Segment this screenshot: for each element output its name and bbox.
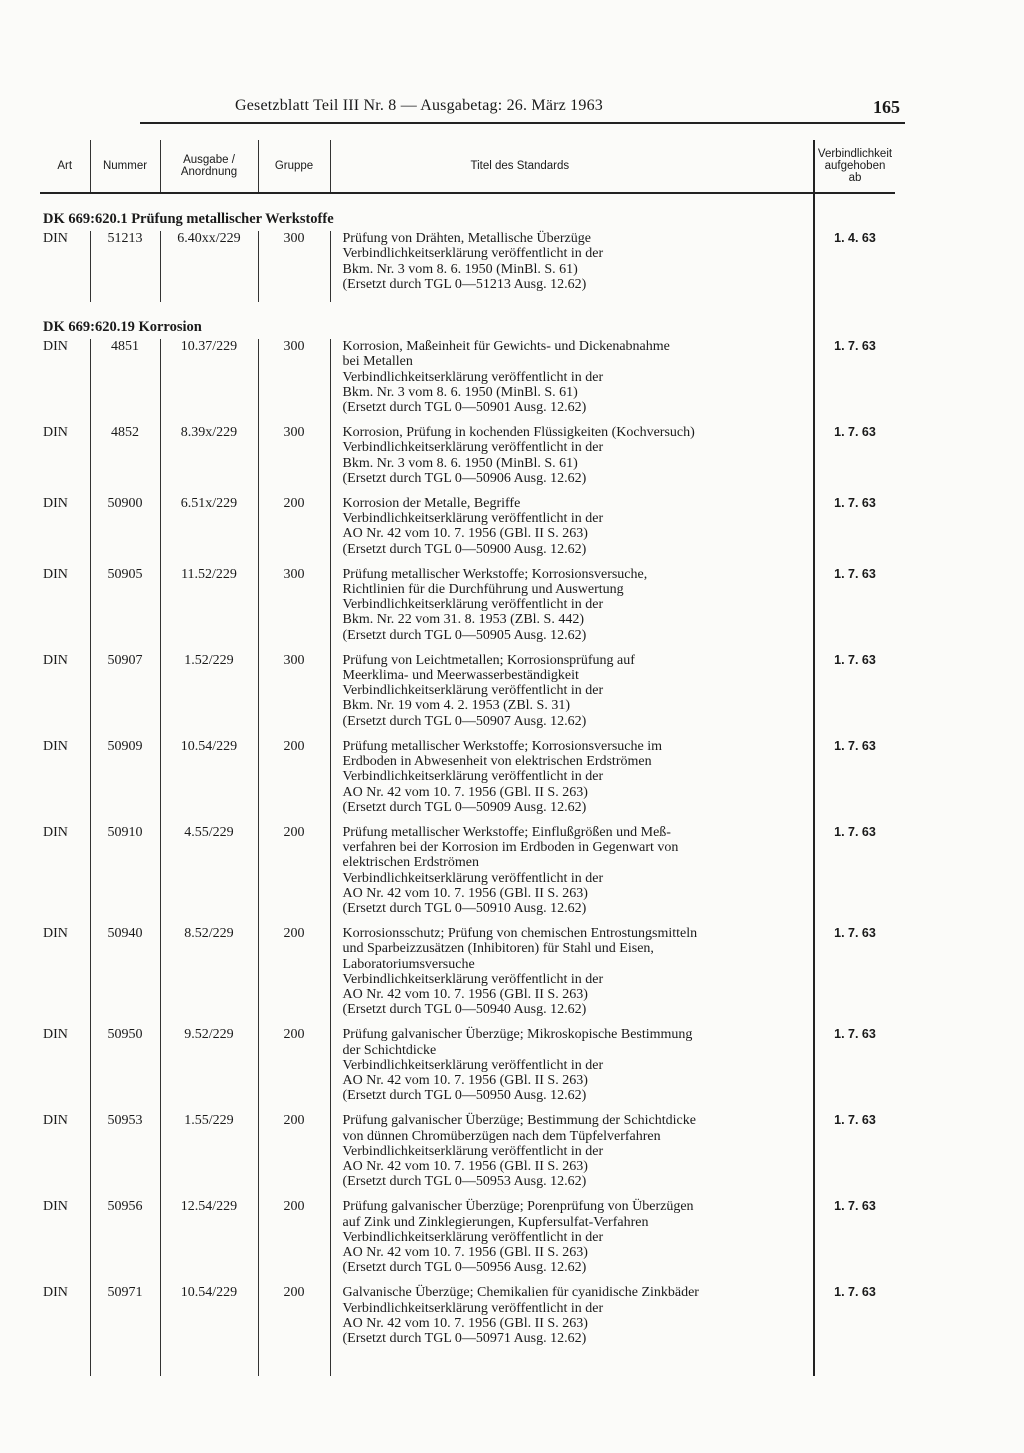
cell-gruppe: 200 — [258, 1113, 330, 1199]
cell-gruppe: 200 — [258, 825, 330, 926]
cell-verbindlichkeit: 1. 7. 63 — [814, 1199, 895, 1285]
table-row — [40, 1027, 895, 1113]
title-line: AO Nr. 42 vom 10. 7. 1956 (GBl. II S. 263) — [342, 784, 588, 800]
cell-gruppe: 200 — [258, 1285, 330, 1356]
cell-nummer: 50940 — [90, 926, 160, 1027]
title-line: der Schichtdicke — [342, 1042, 437, 1058]
table-row — [40, 1285, 895, 1356]
cell-titel — [330, 231, 814, 302]
cell-verbindlichkeit: 1. 4. 63 — [814, 231, 895, 302]
section-heading-row — [40, 316, 895, 339]
title-line: (Ersetzt durch TGL 0—50906 Ausg. 12.62) — [342, 470, 587, 486]
tail-cell — [814, 1356, 895, 1376]
title-line: Prüfung von Leichtmetallen; Korrosionsprüfung auf — [342, 652, 635, 668]
cell-art: DIN — [43, 496, 68, 512]
page-number: 165 — [873, 97, 900, 117]
table-row — [40, 231, 895, 302]
title-line: Prüfung galvanischer Überzüge; Bestimmung der Schichtdicke — [342, 1113, 696, 1129]
title-line: Richtlinien für die Durchführung und Auswertung — [342, 582, 624, 598]
cell-titel — [330, 1027, 814, 1113]
cell-nummer: 4852 — [90, 425, 160, 496]
cell-verbindlichkeit: 1. 7. 63 — [814, 496, 895, 567]
cell-nummer: 50907 — [90, 653, 160, 739]
spacer-verb-cell — [814, 302, 895, 316]
title-line: AO Nr. 42 vom 10. 7. 1956 (GBl. II S. 263) — [342, 1315, 588, 1331]
table-body — [40, 193, 895, 1376]
cell-gruppe: 300 — [258, 339, 330, 425]
section-verb-cell — [814, 316, 895, 339]
cell-verbindlichkeit: 1. 7. 63 — [814, 825, 895, 926]
cell-ausgabe: 8.39x/229 — [160, 425, 258, 496]
table-row — [40, 739, 895, 825]
spacer-verb-cell — [814, 193, 895, 208]
cell-nummer: 50953 — [90, 1113, 160, 1199]
spacer-row — [40, 302, 895, 316]
cell-ausgabe: 8.52/229 — [160, 926, 258, 1027]
title-line: Korrosionsschutz; Prüfung von chemischen Entrostungsmitteln — [342, 926, 698, 942]
cell-gruppe: 200 — [258, 739, 330, 825]
cell-art: DIN — [43, 652, 68, 668]
tail-cell — [90, 1356, 160, 1376]
title-line: AO Nr. 42 vom 10. 7. 1956 (GBl. II S. 263) — [342, 1244, 588, 1260]
cell-art: DIN — [43, 566, 68, 582]
col-art-header: Art — [40, 140, 90, 193]
cell-ausgabe: 1.52/229 — [160, 653, 258, 739]
title-line: Verbindlichkeitserklärung veröffentlicht in der — [342, 769, 604, 785]
cell-art: DIN — [43, 1113, 68, 1129]
cell-ausgabe: 6.51x/229 — [160, 496, 258, 567]
cell-gruppe: 300 — [258, 425, 330, 496]
cell-art: DIN — [43, 738, 68, 754]
cell-art: DIN — [43, 425, 68, 441]
col-verbindlichkeit-header: Verbindlichkeit aufgehoben ab — [814, 140, 895, 193]
cell-nummer: 50905 — [90, 567, 160, 653]
table-row — [40, 653, 895, 739]
title-line: bei Metallen — [342, 354, 413, 370]
title-line: (Ersetzt durch TGL 0—50940 Ausg. 12.62) — [342, 1002, 587, 1018]
cell-nummer: 50900 — [90, 496, 160, 567]
title-line: elektrischen Erdströmen — [342, 855, 479, 871]
title-line: Verbindlichkeitserklärung veröffentlicht in der — [342, 440, 604, 456]
col-titel-header: Titel des Standards — [330, 140, 814, 193]
title-line: Verbindlichkeitserklärung veröffentlicht in der — [342, 1229, 604, 1245]
cell-art: DIN — [43, 926, 68, 942]
cell-gruppe: 200 — [258, 1027, 330, 1113]
section-verb-cell — [814, 208, 895, 231]
page-title: Gesetzblatt Teil III Nr. 8 — Ausgabetag: 26. März 1963 — [235, 97, 603, 114]
title-line: (Ersetzt durch TGL 0—50956 Ausg. 12.62) — [342, 1260, 587, 1276]
cell-art: DIN — [43, 824, 68, 840]
title-line: AO Nr. 42 vom 10. 7. 1956 (GBl. II S. 263) — [342, 1072, 588, 1088]
table-row — [40, 1113, 895, 1199]
cell-nummer: 50910 — [90, 825, 160, 926]
cell-ausgabe: 1.55/229 — [160, 1113, 258, 1199]
col-nummer-header: Nummer — [90, 140, 160, 193]
tail-cell — [330, 1356, 814, 1376]
title-line: Bkm. Nr. 3 vom 8. 6. 1950 (MinBl. S. 61) — [342, 455, 578, 471]
cell-gruppe: 200 — [258, 496, 330, 567]
cell-ausgabe: 4.55/229 — [160, 825, 258, 926]
title-line: Meerklima- und Meerwasserbeständigkeit — [342, 668, 579, 684]
cell-gruppe: 200 — [258, 1199, 330, 1285]
table-row — [40, 926, 895, 1027]
cell-verbindlichkeit: 1. 7. 63 — [814, 926, 895, 1027]
cell-titel — [330, 1199, 814, 1285]
table-row — [40, 425, 895, 496]
title-line: Korrosion, Maßeinheit für Gewichts- und Dickenabnahme — [342, 339, 670, 355]
table-header-row — [40, 140, 895, 193]
title-line: Korrosion, Prüfung in kochenden Flüssigkeiten (Kochversuch) — [342, 425, 695, 441]
title-line: Verbindlichkeitserklärung veröffentlicht in der — [342, 971, 604, 987]
title-line: Prüfung galvanischer Überzüge; Porenprüfung von Überzügen — [342, 1199, 694, 1215]
cell-verbindlichkeit: 1. 7. 63 — [814, 425, 895, 496]
title-line: (Ersetzt durch TGL 0—50910 Ausg. 12.62) — [342, 900, 587, 916]
title-line: AO Nr. 42 vom 10. 7. 1956 (GBl. II S. 263) — [342, 1158, 588, 1174]
title-line: Prüfung metallischer Werkstoffe; Einflußgrößen und Meß- — [342, 824, 671, 840]
cell-gruppe: 300 — [258, 567, 330, 653]
title-line: verfahren bei der Korrosion im Erdboden in Gegenwart von — [342, 840, 679, 856]
cell-titel — [330, 653, 814, 739]
title-line: Laboratoriumsversuche — [342, 956, 475, 972]
cell-art: DIN — [43, 231, 68, 247]
title-line: von dünnen Chromüberzügen nach dem Tüpfelverfahren — [342, 1128, 661, 1144]
cell-art: DIN — [43, 1027, 68, 1043]
table-row — [40, 1199, 895, 1285]
title-line: Verbindlichkeitserklärung veröffentlicht in der — [342, 1143, 604, 1159]
tail-cell — [258, 1356, 330, 1376]
title-line: Bkm. Nr. 3 vom 8. 6. 1950 (MinBl. S. 61) — [342, 261, 578, 277]
cell-verbindlichkeit: 1. 7. 63 — [814, 1113, 895, 1199]
spacer-cell — [40, 302, 814, 316]
title-line: auf Zink und Zinklegierungen, Kupfersulfat-Verfahren — [342, 1214, 649, 1230]
table-row — [40, 496, 895, 567]
title-line: Verbindlichkeitserklärung veröffentlicht in der — [342, 597, 604, 613]
title-line: (Ersetzt durch TGL 0—51213 Ausg. 12.62) — [342, 276, 587, 292]
title-line: Verbindlichkeitserklärung veröffentlicht in der — [342, 870, 604, 886]
title-line: Verbindlichkeitserklärung veröffentlicht in der — [342, 246, 604, 262]
cell-ausgabe: 12.54/229 — [160, 1199, 258, 1285]
header-rule — [140, 122, 905, 124]
cell-nummer: 50950 — [90, 1027, 160, 1113]
section-heading-row — [40, 208, 895, 231]
spacer-cell — [40, 193, 814, 208]
title-line: (Ersetzt durch TGL 0—50971 Ausg. 12.62) — [342, 1331, 587, 1346]
cell-titel — [330, 1285, 814, 1356]
section-heading: DK 669:620.19 Korrosion — [43, 319, 202, 336]
title-line: Bkm. Nr. 3 vom 8. 6. 1950 (MinBl. S. 61) — [342, 384, 578, 400]
title-line: Prüfung galvanischer Überzüge; Mikroskopische Bestimmung — [342, 1027, 693, 1043]
section-heading: DK 669:620.1 Prüfung metallischer Werkstoffe — [43, 211, 334, 227]
table-row — [40, 339, 895, 425]
cell-nummer: 50909 — [90, 739, 160, 825]
cell-titel — [330, 425, 814, 496]
cell-nummer: 4851 — [90, 339, 160, 425]
cell-gruppe: 200 — [258, 926, 330, 1027]
cell-verbindlichkeit: 1. 7. 63 — [814, 339, 895, 425]
title-line: Verbindlichkeitserklärung veröffentlicht in der — [342, 511, 604, 527]
cell-gruppe: 300 — [258, 653, 330, 739]
cell-titel — [330, 339, 814, 425]
cell-titel — [330, 496, 814, 567]
cell-nummer: 51213 — [90, 231, 160, 302]
cell-ausgabe: 10.54/229 — [160, 1285, 258, 1356]
cell-art: DIN — [43, 1285, 68, 1301]
cell-verbindlichkeit: 1. 7. 63 — [814, 1285, 895, 1356]
col-ausgabe-header: Ausgabe / Anordnung — [160, 140, 258, 193]
cell-verbindlichkeit: 1. 7. 63 — [814, 1027, 895, 1113]
title-line: Galvanische Überzüge; Chemikalien für cyanidische Zinkbäder — [342, 1285, 699, 1301]
cell-art: DIN — [43, 339, 68, 355]
cell-titel — [330, 739, 814, 825]
title-line: Verbindlichkeitserklärung veröffentlicht in der — [342, 1057, 604, 1073]
cell-titel — [330, 1113, 814, 1199]
cell-ausgabe: 6.40xx/229 — [160, 231, 258, 302]
title-line: (Ersetzt durch TGL 0—50901 Ausg. 12.62) — [342, 400, 587, 416]
tail-cell — [160, 1356, 258, 1376]
cell-ausgabe: 11.52/229 — [160, 567, 258, 653]
title-line: Verbindlichkeitserklärung veröffentlicht in der — [342, 683, 604, 699]
tail-cell — [40, 1356, 90, 1376]
cell-ausgabe: 10.54/229 — [160, 739, 258, 825]
title-line: AO Nr. 42 vom 10. 7. 1956 (GBl. II S. 263) — [342, 986, 588, 1002]
title-line: Verbindlichkeitserklärung veröffentlicht in der — [342, 369, 604, 385]
cell-verbindlichkeit: 1. 7. 63 — [814, 739, 895, 825]
title-line: (Ersetzt durch TGL 0—50907 Ausg. 12.62) — [342, 713, 587, 729]
col-gruppe-header: Gruppe — [258, 140, 330, 193]
cell-nummer: 50971 — [90, 1285, 160, 1356]
title-line: Korrosion der Metalle, Begriffe — [342, 496, 521, 512]
table-row — [40, 825, 895, 926]
standards-table — [40, 140, 895, 1376]
title-line: (Ersetzt durch TGL 0—50900 Ausg. 12.62) — [342, 541, 587, 557]
spacer-row — [40, 193, 895, 208]
cell-ausgabe: 9.52/229 — [160, 1027, 258, 1113]
title-line: Prüfung metallischer Werkstoffe; Korrosionsversuche im — [342, 738, 663, 754]
title-line: und Sparbeizzusätzen (Inhibitoren) für Stahl und Eisen, — [342, 941, 654, 957]
cell-nummer: 50956 — [90, 1199, 160, 1285]
title-line: Bkm. Nr. 22 vom 31. 8. 1953 (ZBl. S. 442) — [342, 612, 585, 628]
title-line: Erdboden in Abwesenheit von elektrischen Erdströmen — [342, 754, 652, 770]
cell-art: DIN — [43, 1199, 68, 1215]
cell-titel — [330, 825, 814, 926]
title-line: Bkm. Nr. 19 vom 4. 2. 1953 (ZBl. S. 31) — [342, 698, 571, 714]
table-tail-row — [40, 1356, 895, 1376]
cell-verbindlichkeit: 1. 7. 63 — [814, 653, 895, 739]
title-line: Prüfung von Drähten, Metallische Überzüge — [342, 231, 591, 247]
table-row — [40, 567, 895, 653]
title-line: AO Nr. 42 vom 10. 7. 1956 (GBl. II S. 263) — [342, 885, 588, 901]
cell-ausgabe: 10.37/229 — [160, 339, 258, 425]
title-line: (Ersetzt durch TGL 0—50950 Ausg. 12.62) — [342, 1088, 587, 1104]
title-line: (Ersetzt durch TGL 0—50905 Ausg. 12.62) — [342, 627, 587, 643]
cell-titel — [330, 567, 814, 653]
title-line: (Ersetzt durch TGL 0—50909 Ausg. 12.62) — [342, 799, 587, 815]
title-line: Verbindlichkeitserklärung veröffentlicht in der — [342, 1300, 604, 1316]
title-line: AO Nr. 42 vom 10. 7. 1956 (GBl. II S. 263) — [342, 526, 588, 542]
title-line: (Ersetzt durch TGL 0—50953 Ausg. 12.62) — [342, 1174, 587, 1190]
cell-verbindlichkeit: 1. 7. 63 — [814, 567, 895, 653]
cell-titel — [330, 926, 814, 1027]
cell-gruppe: 300 — [258, 231, 330, 302]
title-line: Prüfung metallischer Werkstoffe; Korrosionsversuche, — [342, 566, 648, 582]
